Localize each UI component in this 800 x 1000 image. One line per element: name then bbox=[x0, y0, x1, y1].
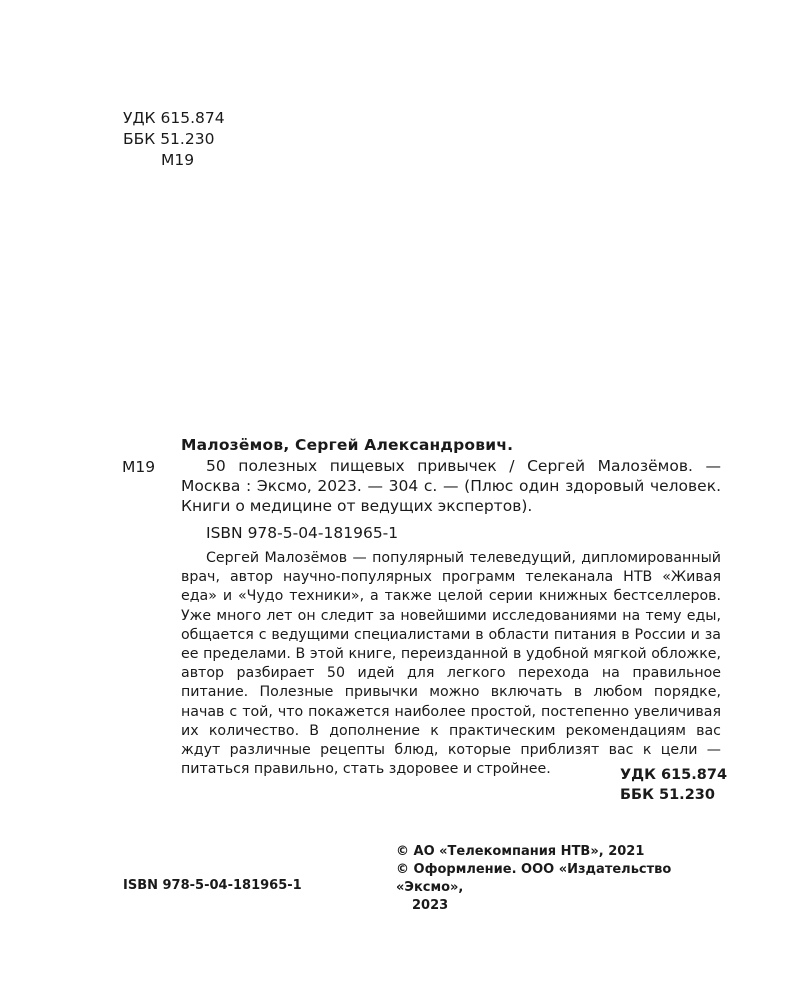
isbn-entry: ISBN 978-5-04-181965-1 bbox=[206, 524, 399, 542]
bbk-code: ББК 51.230 bbox=[123, 130, 215, 148]
author-mark: М19 bbox=[161, 151, 195, 169]
bbk-code-bold: ББК 51.230 bbox=[620, 787, 715, 803]
annotation-text: Сергей Малозёмов — популярный телеведущий, дипломированный врач, автор научно-популярных программ телеканала НТВ «Живая еда» и «Чудо техники», а также целой серии книжных бестселлеров. Уже много лет он следит за новейшими исследованиями на тему еды, общается с ведущими специалистами в области питания в России и за ее пределами. В этой книге, переизданной в удобной мягкой обложке, автор разбирает 50 идей для легкого перехода на правильное питание. Полезные привычки можно включать в любом порядке, начав с той, что покажется наиболее простой, постепенно увеличивая их количество. В дополнение к практическим рекомендациям вас ждут различные рецепты блюд, которые приблизят вас к цели — питаться правильно, стать здоровее и стройнее. bbox=[181, 550, 721, 778]
udk-code: УДК 615.874 bbox=[123, 109, 225, 127]
author-mark-side: М19 bbox=[122, 458, 156, 476]
classification-codes-top bbox=[123, 108, 225, 171]
author-heading: Малозёмов, Сергей Александрович. bbox=[181, 436, 514, 454]
udk-code-bold: УДК 615.874 bbox=[620, 767, 728, 783]
copyright-ntv: © АО «Телекомпания НТВ», 2021 bbox=[396, 844, 645, 859]
classification-codes-bottom bbox=[620, 765, 727, 805]
copyright-eksmo-year: 2023 bbox=[412, 898, 449, 913]
copyright-eksmo: © Оформление. ООО «Издательство «Эксмо», bbox=[396, 862, 672, 895]
isbn-bottom: ISBN 978-5-04-181965-1 bbox=[123, 878, 302, 893]
copyright-block bbox=[396, 843, 726, 915]
bibliographic-description: 50 полезных пищевых привычек / Сергей Малозёмов. — Москва : Эксмо, 2023. — 304 с. — (Плюс один здоровый человек. Книги о медицине от ведущих экспертов). bbox=[181, 457, 721, 515]
